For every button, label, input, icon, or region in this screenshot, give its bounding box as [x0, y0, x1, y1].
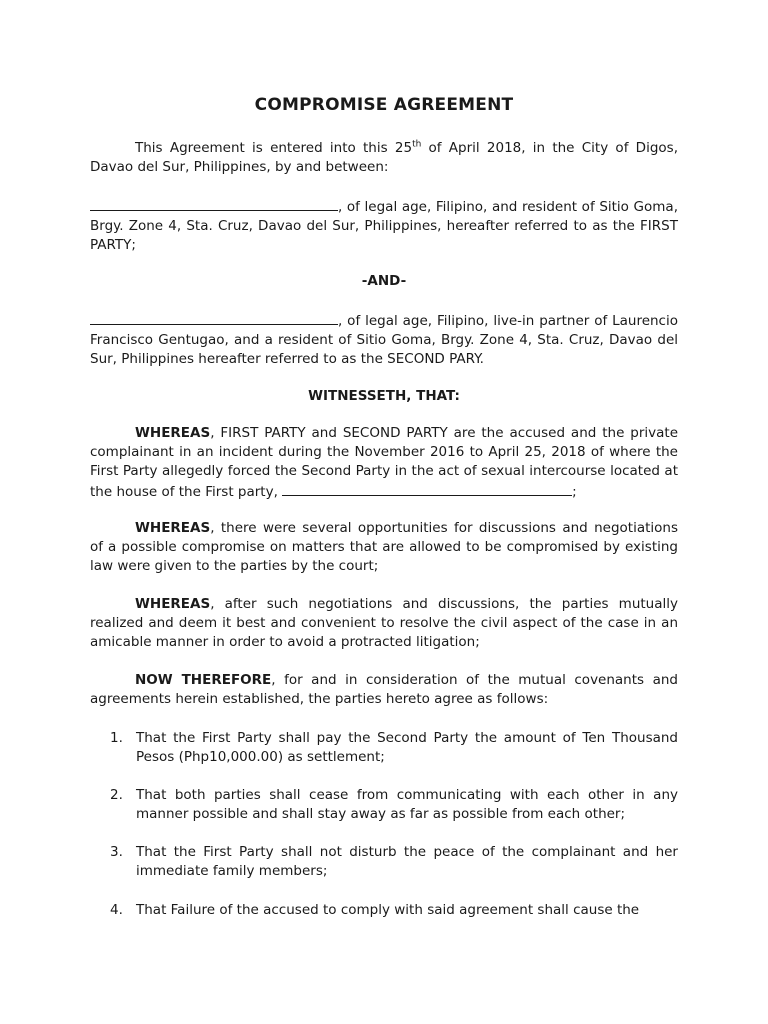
list-item — [110, 786, 678, 824]
list-item — [110, 901, 678, 920]
first-party-text: , of legal age, Filipino, and resident of Sitio Goma, Brgy. Zone 4, Sta. Cruz, Davao del Sur, Philippines, hereafter referred to as the FIRST PARTY; — [90, 199, 678, 253]
second-party-paragraph — [90, 310, 678, 369]
whereas-paragraph-3 — [90, 595, 678, 652]
and-separator: -AND- — [361, 273, 407, 289]
whereas-paragraph-2 — [90, 519, 678, 576]
intro-superscript: th — [412, 139, 422, 150]
list-item-text: That both parties shall cease from communicating with each other in any manner possible and shall stay away as far as possible from each other; — [136, 787, 678, 822]
second-party-text: , of legal age, Filipino, live-in partner of Laurencio Francisco Gentugao, and a resident of Sitio Goma, Brgy. Zone 4, Sta. Cruz, Davao del Sur, Philippines hereafter referred to as the SECOND PARY. — [90, 313, 678, 367]
list-item-text: That the First Party shall not disturb the peace of the complainant and her immediate family members; — [136, 844, 678, 879]
intro-text-1: This Agreement is entered into this 25 — [135, 140, 413, 156]
now-therefore-bold: NOW THEREFORE — [135, 672, 272, 688]
list-item — [110, 843, 678, 881]
location-blank — [282, 481, 572, 496]
whereas-1-end: ; — [572, 484, 577, 500]
intro-paragraph — [90, 139, 678, 177]
whereas-2-bold: WHEREAS — [135, 520, 211, 536]
whereas-3-bold: WHEREAS — [135, 596, 211, 612]
first-party-paragraph — [90, 196, 678, 255]
list-item — [110, 729, 678, 767]
whereas-2-text: , there were several opportunities for discussions and negotiations of a possible compromise on matters that are allowed to be compromised by existing law were given to the parties by the court; — [90, 520, 678, 574]
witnesseth-heading: WITNESSETH, THAT: — [308, 388, 460, 404]
whereas-paragraph-1 — [90, 424, 678, 502]
list-item-number: 4. — [110, 902, 123, 918]
second-party-name-blank — [90, 310, 338, 325]
whereas-3-text: , after such negotiations and discussions, the parties mutually realized and deem it best and convenient to resolve the civil aspect of the case in an amicable manner in order to avoid a protracted litigation; — [90, 596, 678, 650]
now-therefore-paragraph — [90, 671, 678, 709]
first-party-name-blank — [90, 196, 338, 211]
list-item-number: 3. — [110, 844, 123, 860]
intro-text-2: of April 2018, in the City of Digos, Davao del Sur, Philippines, by and between: — [90, 140, 678, 175]
now-therefore-text: , for and in consideration of the mutual covenants and agreements herein established, the parties hereto agree as follows: — [90, 672, 678, 707]
list-item-number: 2. — [110, 787, 123, 803]
document-title: COMPROMISE AGREEMENT — [254, 95, 514, 115]
list-item-number: 1. — [110, 730, 123, 746]
list-item-text: That the First Party shall pay the Second Party the amount of Ten Thousand Pesos (Php10,000.00) as settlement; — [136, 730, 678, 765]
whereas-1-bold: WHEREAS — [135, 425, 211, 441]
whereas-1-text: , FIRST PARTY and SECOND PARTY are the accused and the private complainant in an incident during the November 2016 to April 25, 2018 of where the First Party allegedly forced the Second Party in the act of sexual intercourse located at the house of the First party, — [90, 425, 678, 500]
list-item-text: That Failure of the accused to comply with said agreement shall cause the — [136, 902, 640, 918]
